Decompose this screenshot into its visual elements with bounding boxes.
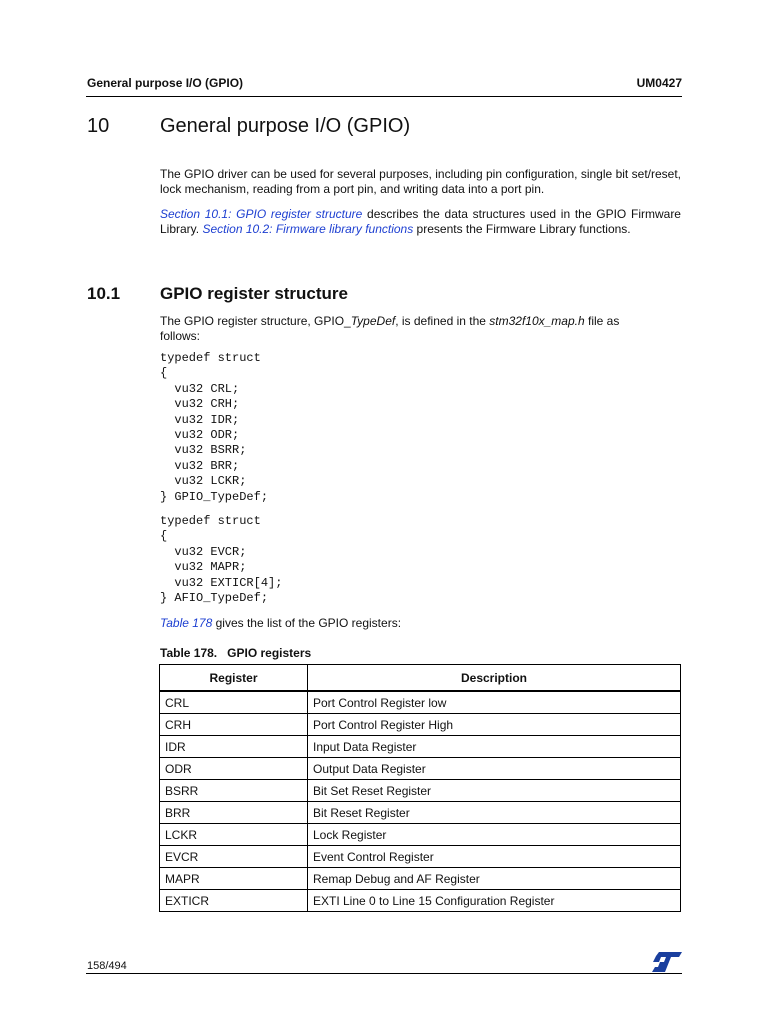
section-number: 10 xyxy=(87,115,110,137)
header-rule xyxy=(86,96,682,97)
table-row: BSRR Bit Set Reset Register xyxy=(160,780,681,802)
footer-rule xyxy=(86,973,682,974)
link-section-10-2[interactable]: Section 10.2: Firmware library functions xyxy=(202,222,414,236)
table-caption: Table 178. GPIO registers xyxy=(160,646,312,660)
subsection-title: GPIO register structure xyxy=(160,284,349,303)
column-header-description: Description xyxy=(308,665,681,692)
intro-paragraph: The GPIO driver can be used for several purposes, including pin configuration, single bit set/reset, lock mechanism, reading from a port pin, and writing data into a port pin. xyxy=(160,167,681,196)
table-row: BRR Bit Reset Register xyxy=(160,802,681,824)
header-title: General purpose I/O (GPIO) xyxy=(87,76,244,90)
structure-description: The GPIO register structure, GPIO_TypeDef, is defined in the stm32f10x_map.h file as follows: xyxy=(160,314,620,343)
page-number: 158/494 xyxy=(87,960,127,972)
code-gpio-typedef: typedef struct { vu32 CRL; vu32 CRH; vu32 IDR; vu32 ODR; vu32 BSRR; vu32 BRR; vu32 LCKR; } GPIO_TypeDef; xyxy=(160,351,269,504)
code-afio-typedef: typedef struct { vu32 EVCR; vu32 MAPR; vu32 EXTICR[4]; } AFIO_TypeDef; xyxy=(160,514,283,606)
table-row: EVCR Event Control Register xyxy=(160,846,681,868)
table-reference: Table 178 gives the list of the GPIO registers: xyxy=(160,616,402,630)
gpio-registers-table xyxy=(159,664,681,912)
table-row: LCKR Lock Register xyxy=(160,824,681,846)
table-row: MAPR Remap Debug and AF Register xyxy=(160,868,681,890)
link-table-178[interactable]: Table 178 xyxy=(160,616,213,630)
table-row: ODR Output Data Register xyxy=(160,758,681,780)
table-row: CRL Port Control Register low xyxy=(160,691,681,714)
header-doc-id: UM0427 xyxy=(636,76,682,90)
table-row: CRH Port Control Register High xyxy=(160,714,681,736)
intro-references: Section 10.1: GPIO register structure describes the data structures used in the GPIO Firmware Library. Section 10.2: Firmware library functions presents the Firmware Library functions. xyxy=(160,207,681,236)
subsection-number: 10.1 xyxy=(87,284,121,303)
table-row: EXTICR EXTI Line 0 to Line 15 Configuration Register xyxy=(160,890,681,912)
column-header-register: Register xyxy=(160,665,308,692)
section-title: General purpose I/O (GPIO) xyxy=(160,115,411,137)
link-section-10-1[interactable]: Section 10.1: GPIO register structure xyxy=(160,207,363,221)
table-row: IDR Input Data Register xyxy=(160,736,681,758)
